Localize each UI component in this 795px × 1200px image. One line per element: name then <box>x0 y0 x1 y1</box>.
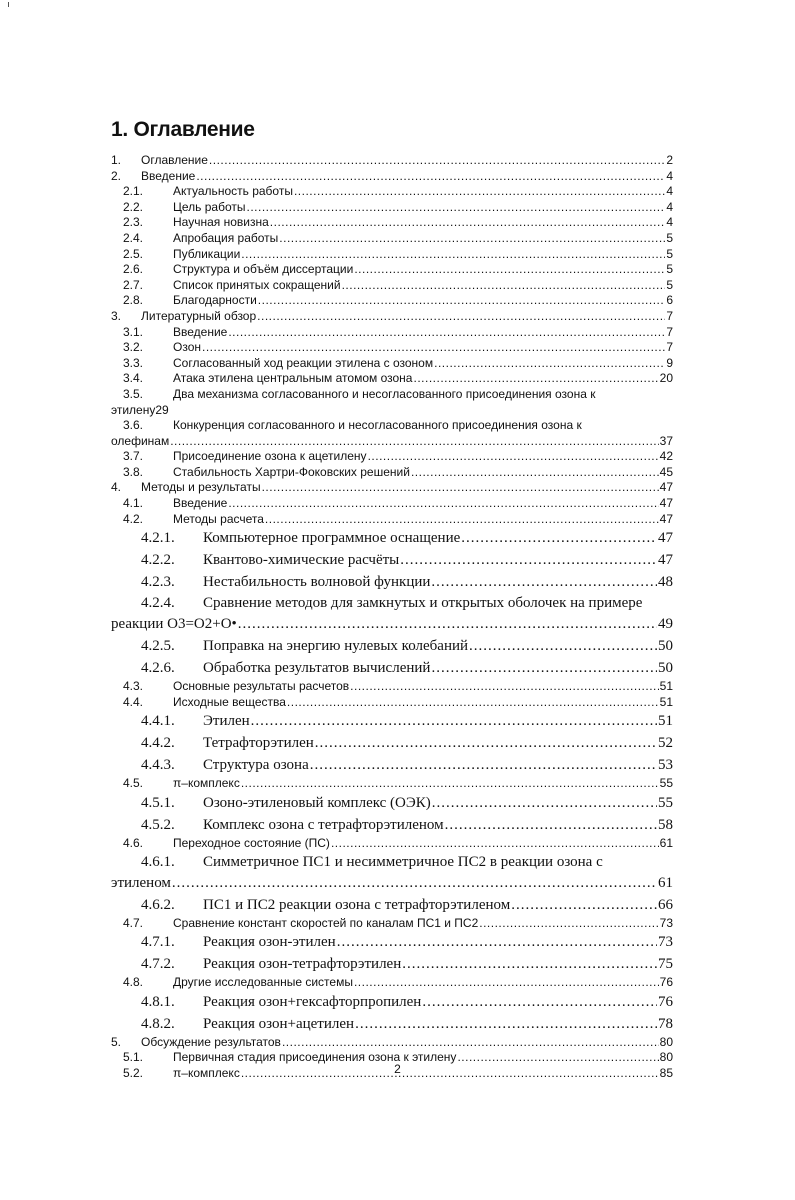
toc-entry-page: 58 <box>658 817 673 834</box>
toc-entry-leader <box>342 278 666 294</box>
toc-entry-leader <box>402 953 657 975</box>
toc-entry-line <box>111 356 673 372</box>
toc-entry-line <box>111 836 673 852</box>
toc-entry-page: 29 <box>155 402 169 417</box>
toc-entry-first-line <box>111 593 673 614</box>
toc-entry-leader <box>196 169 665 185</box>
toc-entry-number: 3. <box>111 308 122 323</box>
toc-entry-number: 2.8. <box>123 293 144 308</box>
toc-entry-line <box>111 953 673 975</box>
toc-entry-line <box>111 200 673 216</box>
toc-entry-page: 48 <box>658 574 673 591</box>
scan-mark <box>8 2 12 7</box>
toc-entry-page: 76 <box>658 993 673 1010</box>
toc-entry-number: 4.2.5. <box>141 638 175 655</box>
toc-entry-continuation <box>111 873 673 894</box>
toc-entry-number: 2.3. <box>123 215 144 230</box>
toc-entry-number: 2.7. <box>123 277 144 292</box>
toc-entry-number: 4.4.2. <box>141 735 175 752</box>
toc-entry-line <box>111 657 673 679</box>
toc-entry-page: 51 <box>659 694 673 709</box>
toc-entry-line <box>111 215 673 231</box>
toc-entry-number: 3.8. <box>123 464 144 479</box>
toc-entry-line <box>111 496 673 512</box>
toc-entry-title: Реакция озон+гексафторпропилен <box>203 993 422 1010</box>
toc-entry-leader <box>337 931 657 953</box>
toc-entry[interactable] <box>111 262 673 278</box>
toc-entry[interactable] <box>111 293 673 309</box>
toc-entry[interactable] <box>111 593 673 635</box>
toc-entry-title-cont: этилену <box>111 402 156 417</box>
toc-entry-page: 4 <box>666 199 673 214</box>
toc-entry-title: Структура и объём диссертации <box>173 262 354 277</box>
toc-entry-leader <box>228 496 658 512</box>
toc-entry[interactable] <box>111 1035 673 1051</box>
toc-entry[interactable] <box>111 679 673 695</box>
toc-entry-title: Сравнение констант скоростей по каналам ПС1 и ПС2 <box>173 915 479 930</box>
toc-entry-page: 76 <box>659 975 673 990</box>
toc-entry-number: 4.5.1. <box>141 795 175 812</box>
toc-entry-title: Поправка на энергию нулевых колебаний <box>203 638 469 655</box>
toc-entry-line <box>111 695 673 711</box>
toc-entry-number: 4.8. <box>123 975 144 990</box>
toc-entry-number: 3.1. <box>123 324 144 339</box>
toc-entry-leader <box>282 1035 659 1051</box>
toc-entry[interactable] <box>111 449 673 465</box>
toc-entry-line <box>111 325 673 341</box>
toc-entry-title: Компьютерное программное оснащение <box>203 530 461 547</box>
toc-entry-title: Комплекс озона с тетрафторэтиленом <box>203 817 444 834</box>
toc-entry-line <box>111 635 673 657</box>
toc-entry-number: 4. <box>111 480 122 495</box>
toc-entry-line <box>111 247 673 263</box>
toc-entry-page: 61 <box>659 836 673 851</box>
toc-entry-leader <box>209 153 665 169</box>
toc-entry-leader <box>354 262 665 278</box>
toc-entry-leader <box>413 371 658 387</box>
toc-entry-page: 2 <box>666 153 673 167</box>
toc-entry-title: Реакция озон-тетрафторэтилен <box>203 956 402 973</box>
toc-entry[interactable] <box>111 991 673 1013</box>
toc-entry[interactable] <box>111 465 673 481</box>
toc-entry-line <box>111 512 673 528</box>
toc-entry[interactable] <box>111 418 673 449</box>
toc-entry-page: 7 <box>666 308 673 323</box>
toc-entry-page: 45 <box>659 464 673 479</box>
table-of-contents <box>111 153 673 1082</box>
toc-entry-number: 4.7.2. <box>141 956 175 973</box>
toc-entry-line <box>111 991 673 1013</box>
toc-entry-line <box>111 465 673 481</box>
toc-entry[interactable] <box>111 710 673 732</box>
toc-entry-title: Атака этилена центральным атомом озона <box>173 371 413 386</box>
toc-entry-leader <box>172 873 657 894</box>
toc-entry-title: Методы и результаты <box>141 480 261 495</box>
toc-entry-line <box>111 571 673 593</box>
toc-entry-number: 3.4. <box>123 371 144 386</box>
toc-entry-leader <box>445 814 657 836</box>
toc-entry-leader <box>331 836 659 852</box>
toc-entry-title: Благодарности <box>173 293 257 308</box>
toc-entry-page: 66 <box>658 896 673 913</box>
toc-entry-number: 4.5. <box>123 776 144 791</box>
toc-entry-number: 4.2.4. <box>141 595 175 612</box>
toc-entry-leader <box>251 710 657 732</box>
toc-entry-continuation <box>111 403 673 419</box>
toc-entry-line <box>111 776 673 792</box>
toc-entry-page: 51 <box>659 679 673 694</box>
toc-entry-number: 5.2. <box>123 1066 144 1080</box>
toc-entry[interactable] <box>111 571 673 593</box>
toc-entry-leader <box>258 293 666 309</box>
toc-entry-leader <box>350 679 658 695</box>
toc-entry-number: 2.2. <box>123 199 144 214</box>
toc-entry-line <box>111 792 673 814</box>
toc-entry-number: 4.7. <box>123 915 144 930</box>
toc-entry-line <box>111 679 673 695</box>
toc-entry-title: Обработка результатов вычислений <box>203 660 431 677</box>
toc-entry-line <box>111 231 673 247</box>
toc-entry[interactable] <box>111 340 673 356</box>
toc-entry-page: 55 <box>658 795 673 812</box>
toc-entry-title: Другие исследованные системы <box>173 975 353 990</box>
toc-entry[interactable] <box>111 371 673 387</box>
toc-entry-number: 4.2.2. <box>141 552 175 569</box>
toc-entry[interactable] <box>111 657 673 679</box>
toc-entry-title: Оглавление <box>141 153 208 167</box>
toc-entry-line <box>111 549 673 571</box>
toc-entry-number: 4.4.3. <box>141 757 175 774</box>
toc-entry-leader <box>479 916 658 932</box>
toc-entry[interactable] <box>111 1013 673 1035</box>
toc-entry-line <box>111 480 673 496</box>
toc-entry-line <box>111 169 673 185</box>
toc-entry-leader <box>287 695 659 711</box>
toc-entry-title: Симметричное ПС1 и несимметричное ПС2 в реакции озона с <box>203 853 603 870</box>
toc-entry-leader <box>368 449 659 465</box>
toc-entry-page: 50 <box>658 638 673 655</box>
toc-entry-page: 52 <box>658 735 673 752</box>
toc-entry-number: 4.4.1. <box>141 713 175 730</box>
toc-entry[interactable] <box>111 325 673 341</box>
toc-entry-number: 3.2. <box>123 340 144 355</box>
toc-entry-leader <box>279 231 665 247</box>
toc-entry[interactable] <box>111 931 673 953</box>
toc-entry-leader <box>310 754 657 776</box>
toc-entry-line <box>111 931 673 953</box>
toc-entry-page: 9 <box>666 355 673 370</box>
toc-entry-page: 42 <box>659 449 673 464</box>
toc-entry-line <box>111 975 673 991</box>
toc-entry-page: 55 <box>659 776 673 791</box>
toc-entry[interactable] <box>111 953 673 975</box>
toc-entry[interactable] <box>111 278 673 294</box>
toc-entry-page: 37 <box>659 433 673 448</box>
toc-entry[interactable] <box>111 231 673 247</box>
toc-entry-number: 3.5. <box>123 386 144 401</box>
toc-entry-page: 5 <box>666 246 673 261</box>
toc-entry-page: 5 <box>666 277 673 292</box>
toc-entry-page: 5 <box>666 262 673 277</box>
toc-entry-leader <box>241 776 659 792</box>
toc-entry-page: 47 <box>659 480 673 495</box>
toc-entry-number: 4.6.2. <box>141 896 175 913</box>
toc-entry-title: Реакция озон-этилен <box>203 934 336 951</box>
toc-entry-number: 4.6.1. <box>141 853 175 870</box>
toc-entry[interactable] <box>111 975 673 991</box>
toc-entry-line <box>111 894 673 916</box>
toc-entry-page: 53 <box>658 757 673 774</box>
toc-entry-title: Введение <box>173 324 228 339</box>
toc-entry-title: Озоно-этиленовый комплекс (ОЭК) <box>203 795 431 812</box>
toc-entry-line <box>111 340 673 356</box>
toc-entry-line <box>111 278 673 294</box>
toc-entry-number: 3.7. <box>123 449 144 464</box>
toc-entry[interactable] <box>111 792 673 814</box>
toc-entry-number: 2.1. <box>123 184 144 199</box>
toc-entry-number: 2.5. <box>123 246 144 261</box>
toc-entry-page: 47 <box>658 530 673 547</box>
toc-entry-leader <box>265 512 659 528</box>
toc-entry[interactable] <box>111 916 673 932</box>
toc-entry-leader <box>241 247 665 263</box>
toc-entry-number: 1. <box>111 153 122 167</box>
toc-entry-number: 4.3. <box>123 679 144 694</box>
toc-entry-title: Введение <box>141 168 196 183</box>
toc-entry-leader <box>411 465 659 481</box>
toc-entry-first-line <box>111 387 673 403</box>
toc-entry-title: Основные результаты расчетов <box>173 679 350 694</box>
toc-entry-leader <box>422 991 657 1013</box>
toc-entry[interactable] <box>111 549 673 571</box>
toc-entry-title: Актуальность работы <box>173 184 293 199</box>
toc-entry-title: Согласованный ход реакции этилена с озоном <box>173 355 434 370</box>
toc-entry[interactable] <box>111 512 673 528</box>
toc-entry-title: Два механизма согласованного и несогласованного присоединения озона к <box>173 386 596 401</box>
page-heading: 1. Оглавление <box>111 118 255 141</box>
toc-entry-leader <box>228 325 665 341</box>
toc-entry-page: 47 <box>658 552 673 569</box>
toc-entry-title: π–комплекс <box>173 776 240 791</box>
toc-entry-number: 4.7.1. <box>141 934 175 951</box>
toc-entry-page: 47 <box>659 496 673 511</box>
toc-entry[interactable] <box>111 309 673 325</box>
toc-entry[interactable] <box>111 776 673 792</box>
toc-entry-leader <box>400 549 657 571</box>
toc-entry[interactable] <box>111 215 673 231</box>
toc-entry-page: 73 <box>658 934 673 951</box>
toc-entry-number: 5. <box>111 1034 122 1049</box>
toc-entry-page: 49 <box>658 616 673 633</box>
toc-entry-page: 7 <box>666 324 673 339</box>
toc-entry-leader <box>315 732 657 754</box>
toc-entry-leader <box>294 184 665 200</box>
toc-entry-line <box>111 184 673 200</box>
toc-entry-number: 3.6. <box>123 418 144 433</box>
toc-entry-leader <box>354 975 659 991</box>
toc-entry-leader <box>355 1013 657 1035</box>
toc-entry-leader <box>202 340 665 356</box>
toc-entry[interactable] <box>111 894 673 916</box>
toc-entry-number: 4.1. <box>123 496 144 511</box>
toc-entry[interactable] <box>111 387 673 418</box>
toc-entry-page: 50 <box>658 660 673 677</box>
toc-entry-page: 4 <box>666 168 673 183</box>
toc-entry-number: 2.6. <box>123 262 144 277</box>
toc-entry-line <box>111 916 673 932</box>
toc-entry-title: Нестабильность волновой функции <box>203 574 431 591</box>
toc-entry-leader <box>469 635 657 657</box>
toc-entry[interactable] <box>111 247 673 263</box>
toc-entry-page: 4 <box>666 184 673 199</box>
toc-entry-line <box>111 1035 673 1051</box>
toc-entry[interactable] <box>111 852 673 894</box>
toc-entry-title: Присоединение озона к ацетилену <box>173 449 367 464</box>
toc-entry-page: 80 <box>659 1034 673 1049</box>
toc-entry-title: Литературный обзор <box>141 308 257 323</box>
toc-entry-number: 4.2.6. <box>141 660 175 677</box>
toc-entry-page: 51 <box>658 713 673 730</box>
toc-entry-continuation <box>111 434 673 450</box>
toc-entry-page: 47 <box>659 511 673 526</box>
toc-entry-title: Введение <box>173 496 228 511</box>
toc-entry-page: 5 <box>666 230 673 245</box>
toc-entry[interactable] <box>111 695 673 711</box>
toc-entry-number: 4.2. <box>123 511 144 526</box>
toc-entry-number: 4.4. <box>123 694 144 709</box>
toc-entry-number: 2.4. <box>123 230 144 245</box>
toc-entry-title: Озон <box>173 340 202 355</box>
toc-entry-page: 85 <box>659 1066 673 1080</box>
toc-entry-leader <box>257 309 665 325</box>
toc-entry[interactable] <box>111 496 673 512</box>
toc-entry-title: Методы расчета <box>173 511 264 526</box>
toc-entry-line <box>111 754 673 776</box>
toc-entry-title: Тетрафторэтилен <box>203 735 314 752</box>
toc-entry-line <box>111 153 673 169</box>
toc-entry[interactable] <box>111 814 673 836</box>
toc-entry-continuation <box>111 614 673 635</box>
toc-entry[interactable] <box>111 153 673 169</box>
toc-entry-line <box>111 449 673 465</box>
toc-entry-title: ПС1 и ПС2 реакции озона с тетрафторэтиленом <box>203 896 511 913</box>
toc-entry-number: 2. <box>111 168 122 183</box>
toc-entry-leader <box>247 200 666 216</box>
toc-entry[interactable] <box>111 356 673 372</box>
toc-entry-title: Реакция озон+ацетилен <box>203 1015 355 1032</box>
toc-entry-title: Обсуждение результатов <box>141 1034 281 1049</box>
toc-entry-leader <box>238 614 657 635</box>
toc-entry-leader <box>511 894 657 916</box>
toc-entry-leader <box>170 434 658 450</box>
toc-entry[interactable] <box>111 527 673 549</box>
toc-entry[interactable] <box>111 200 673 216</box>
toc-entry-leader <box>270 215 666 231</box>
toc-entry-title-cont: олефинам <box>111 433 170 448</box>
toc-entry[interactable] <box>111 754 673 776</box>
toc-entry-number: 4.8.1. <box>141 993 175 1010</box>
toc-entry-page: 61 <box>658 874 673 891</box>
toc-entry-line <box>111 293 673 309</box>
toc-entry-line <box>111 710 673 732</box>
toc-entry-page: 80 <box>659 1050 673 1065</box>
toc-entry-title: Структура озона <box>203 757 309 774</box>
toc-entry[interactable] <box>111 732 673 754</box>
toc-entry-title: Список принятых сокращений <box>173 277 341 292</box>
toc-entry[interactable] <box>111 184 673 200</box>
toc-entry-page: 73 <box>659 915 673 930</box>
toc-entry[interactable] <box>111 836 673 852</box>
toc-entry-title: Первичная стадия присоединения озона к этилену <box>173 1050 457 1065</box>
toc-entry-line <box>111 814 673 836</box>
toc-entry-title: Этилен <box>203 713 250 730</box>
toc-entry[interactable] <box>111 169 673 185</box>
toc-entry-title: Научная новизна <box>173 215 269 230</box>
toc-entry-title: Цель работы <box>173 199 246 214</box>
toc-entry-page: 20 <box>659 371 673 386</box>
toc-entry-page: 4 <box>666 215 673 230</box>
toc-entry-leader <box>431 571 657 593</box>
page-number: 2 <box>394 1062 401 1076</box>
toc-entry-line <box>111 309 673 325</box>
toc-entry-leader <box>434 356 665 372</box>
toc-entry-number: 4.6. <box>123 836 144 851</box>
toc-entry-number: 4.2.1. <box>141 530 175 547</box>
toc-entry-title: Апробация работы <box>173 230 279 245</box>
toc-entry-page: 78 <box>658 1015 673 1032</box>
toc-entry-line <box>111 371 673 387</box>
toc-entry-leader <box>262 480 659 496</box>
toc-entry-title-cont: реакции O3=O2+O• <box>111 616 237 633</box>
toc-entry-page: 7 <box>666 340 673 355</box>
toc-entry-number: 4.5.2. <box>141 817 175 834</box>
toc-entry-first-line <box>111 418 673 434</box>
toc-entry-leader <box>432 792 657 814</box>
toc-entry-number: 3.3. <box>123 355 144 370</box>
toc-entry-title: π–комплекс <box>173 1066 240 1080</box>
toc-entry-number: 4.8.2. <box>141 1015 175 1032</box>
toc-entry-title: Публикации <box>173 246 241 261</box>
toc-entry-title: Квантово-химические расчёты <box>203 552 400 569</box>
toc-entry-line <box>111 527 673 549</box>
toc-entry-page: 6 <box>666 293 673 308</box>
toc-entry-title: Стабильность Хартри-Фоковских решений <box>173 464 410 479</box>
toc-entry-number: 4.2.3. <box>141 574 175 591</box>
toc-entry-title: Переходное состояние (ПС) <box>173 836 330 851</box>
toc-entry-title: Исходные вещества <box>173 694 286 709</box>
toc-entry-line <box>111 1013 673 1035</box>
toc-entry-title: Конкуренция согласованного и несогласованного присоединения озона к <box>173 418 582 433</box>
toc-entry-line <box>111 732 673 754</box>
toc-entry[interactable] <box>111 480 673 496</box>
toc-entry-number: 5.1. <box>123 1050 144 1065</box>
toc-entry[interactable] <box>111 635 673 657</box>
toc-entry-page: 75 <box>658 956 673 973</box>
toc-entry-title: Сравнение методов для замкнутых и открытых оболочек на примере <box>203 595 643 612</box>
toc-entry-line <box>111 262 673 278</box>
toc-entry-first-line <box>111 852 673 873</box>
toc-entry-title-cont: этиленом <box>111 874 171 891</box>
toc-entry-leader <box>431 657 657 679</box>
toc-entry-leader <box>461 527 657 549</box>
